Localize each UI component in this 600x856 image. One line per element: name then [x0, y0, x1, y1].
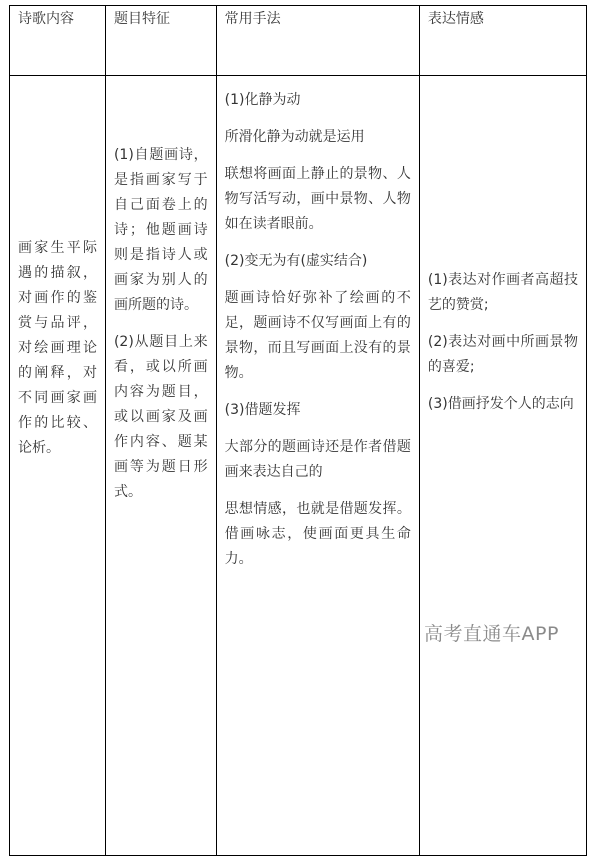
emotions-cell: [419, 76, 586, 856]
emotion-3: (3)借画抒发个人的志向: [427, 396, 574, 412]
technique-text-3a: 大部分的题画诗还是作者借题画来表达自己的: [224, 439, 411, 480]
emotion-2: (2)表达对画中所画景物的喜爱;: [427, 334, 578, 375]
techniques-cell: [216, 76, 419, 856]
poetry-table: [9, 5, 587, 856]
emotion-1: (1)表达对作画者高超技艺的赞赏;: [427, 272, 578, 313]
technique-heading-2: (2)变无为有(虚实结合): [224, 253, 368, 269]
body-row: [10, 76, 587, 856]
title-feature-1: (1)自题画诗，是指画家写于自己面卷上的诗；他题画诗则是指诗人或画家为别人的画所题的诗。: [113, 147, 208, 313]
title-features-cell: [105, 76, 216, 856]
technique-heading-3: (3)借题发挥: [224, 402, 301, 418]
header-cell-emotions: 表达情感: [419, 6, 586, 76]
title-feature-2: (2)从题目上来看，或以所画内容为题目，或以画家及画作内容、题某画等为题日形式。: [113, 334, 208, 500]
watermark-text: 高考直通车APP: [424, 623, 559, 645]
header-row: [10, 6, 587, 76]
technique-text-1b: 联想将画面上静止的景物、人物写活写动，画中景物、人物如在读者眼前。: [224, 166, 411, 232]
header-cell-content: 诗歌内容: [10, 6, 106, 76]
technique-text-2: 题画诗恰好弥补了绘画的不足，题画诗不仅写画面上有的景物，而且写画面上没有的景物。: [224, 290, 411, 381]
technique-heading-1: (1)化静为动: [224, 92, 301, 108]
content-text: 画家生平际遇的描叙，对画作的鉴赏与品评，对绘画理论的阐释，对不同画家画作的比较、论析。: [18, 240, 97, 456]
header-cell-techniques: 常用手法: [216, 6, 419, 76]
content-cell: [10, 76, 106, 856]
header-cell-title-features: 题目特征: [105, 6, 216, 76]
technique-text-1a: 所滑化静为动就是运用: [224, 129, 365, 145]
technique-text-3b: 思想情感，也就是借题发挥。借画咏志，使画面更具生命力。: [224, 501, 411, 567]
